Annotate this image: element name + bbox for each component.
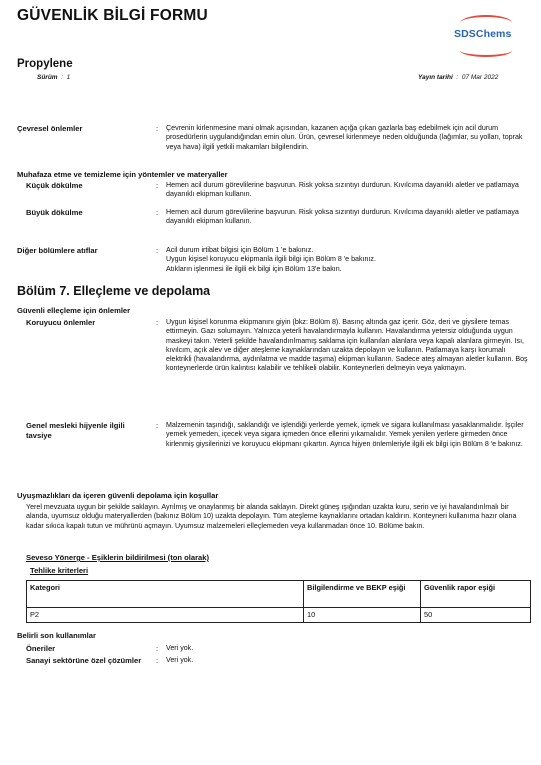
protective-measures-label: Koruyucu önlemler bbox=[26, 318, 96, 327]
hygiene-label: Genel mesleki hijyenle ilgili tavsiye bbox=[26, 421, 125, 440]
revision-info: Yayın tarihi : 07 Mar 2022 bbox=[418, 74, 499, 81]
table-cell: 50 bbox=[421, 608, 531, 623]
table-header-row bbox=[27, 581, 531, 608]
sdschems-logo bbox=[452, 18, 522, 56]
table-header-cell: Bilgilendirme ve BEKP eşiği bbox=[304, 581, 421, 608]
industry-value: Veri yok. bbox=[166, 656, 194, 664]
storage-heading: Uyuşmazlıkları da içeren güvenli depolama için koşullar bbox=[17, 491, 219, 500]
recommendations-label: Öneriler bbox=[26, 644, 56, 653]
revision-value: 07 Mar 2022 bbox=[461, 74, 499, 81]
hygiene-text: Malzemenin taşındığı, saklandığı ve işlendiği yerlerde yemek, içmek ve sigara kullanılması yasaklanmalıdır. İşçiler yemek yemeden, içecek veya sigara içmeden önce ellerini yıkamalıdır. Yemek yenilen yerlere girmeden önce kirlenmiş giysilerinizi ve koruyucu ekipmanı çıkartın. Ayrıca hijyen önlemleriyle ilgili ek bilgi için Bölüm 8 'e bakınız. bbox=[166, 421, 524, 448]
document-title: GÜVENLİK BİLGİ FORMU bbox=[17, 7, 208, 24]
table-header-cell: Kategori bbox=[27, 581, 304, 608]
recommendations-value: Veri yok. bbox=[166, 644, 194, 652]
containment-heading: Muhafaza etme ve temizleme için yöntemler ve materyaller bbox=[17, 170, 228, 179]
logo-text: SDSChems bbox=[454, 28, 512, 40]
seveso-heading: Seveso Yönerge - Eşiklerin bildirilmesi (ton olarak) bbox=[26, 553, 210, 562]
small-spill-label: Küçük dökülme bbox=[26, 181, 83, 190]
end-use-heading: Belirli son kullanımlar bbox=[17, 631, 96, 640]
storage-text: Yerel mevzuata uygun bir şekilde saklayın. Ayrılmış ve onaylanmış bir alanda saklayın. Direkt güneş ışığından uzakta kuru, serin ve iyi havalandırılmalı bir alanda, uyumsuz olduğu materyallerden (bakınız Bölüm 10) uzakta depolayın. Tüm ateşleme kaynaklarını ortadan kaldırın. Konteyneri kullanıma hazır olana kadar sıkıca kapalı tutun ve mührünü açmayın. Uyumsuz malzemeleri elleçlemeden veya kullanmadan önce 10. Bölüme bakın. bbox=[26, 503, 517, 530]
industry-label: Sanayi sektörüne özel çözümler bbox=[26, 656, 142, 665]
reference-line-3: Atıkların işlenmesi ile ilgili ek bilgi için Bölüm 13'e bakın. bbox=[166, 264, 342, 273]
section-7-title: Bölüm 7. Elleçleme ve depolama bbox=[17, 284, 211, 298]
version-info: Sürüm : 1 bbox=[37, 74, 71, 81]
protective-measures-text: Uygun kişisel korunma ekipmanını giyin (bkz: Bölüm 8). Basınç altında gaz içerir. Göz, deri ve giysilere temas ettirmeyin. Gazı solumayın. Yalnızca yeterli havalandırmayla kullanın. Havalandırma yetersiz olduğunda uygun maskeyi takın. Yeterli şekilde havalandırılmamış saklama için kullanılan alanlara veya kapalı alanlara girmeyin. Isı, kıvılcım, açık alev ve diğer ateşleme kaynaklarından uzakta depolayın ve kullanın. Patlamaya karşı korumalı elektrikli (havalandırma, aydınlatma ve madde taşıma) ekipman kullanın. Sadece ateş almayan aletler kullanın. Boş konteynerlerde ürün kalıntısı kalabilir ve tehlikeli olabilir. Konteynerleri delmeyin veya yakmayın. bbox=[166, 318, 528, 373]
version-label: Sürüm bbox=[37, 74, 58, 81]
large-spill-text: Hemen acil durum görevlilerine başvurun. Risk yoksa sızıntıyı durdurun. Kıvılcıma dayanıklı aletler ve patlamaya dayanıklı ekipman kullanın. bbox=[166, 208, 519, 226]
logo-bottom-arc bbox=[460, 44, 512, 57]
small-spill-text: Hemen acil durum görevlilerine başvurun. Risk yoksa sızıntıyı durdurun. Kıvılcıma dayanıklı aletler ve patlamaya dayanıklı ekipman kullanın. bbox=[166, 181, 519, 199]
revision-label: Yayın tarihi bbox=[418, 74, 453, 81]
table-cell: 10 bbox=[304, 608, 421, 623]
table-cell: P2 bbox=[27, 608, 304, 623]
seveso-table bbox=[26, 580, 531, 623]
reference-line-2: Uygun kişisel koruyucu ekipmanla ilgili bilgi için Bölüm 8 'e bakınız. bbox=[166, 255, 376, 264]
large-spill-label: Büyük dökülme bbox=[26, 208, 83, 217]
table-header-cell: Güvenlik rapor eşiği bbox=[421, 581, 531, 608]
references-label: Diğer bölümlere atıflar bbox=[17, 246, 98, 255]
version-value: 1 bbox=[66, 74, 71, 81]
hazard-criteria-heading: Tehlike kriterleri bbox=[30, 566, 89, 575]
references-text bbox=[166, 246, 526, 274]
environmental-label: Çevresel önlemler bbox=[17, 124, 83, 133]
product-name: Propylene bbox=[17, 58, 73, 70]
table-row bbox=[27, 608, 531, 623]
safe-handling-heading: Güvenli elleçleme için önlemler bbox=[17, 306, 131, 315]
environmental-text: Çevrenin kirlenmesine mani olmak açısından, kazanen açığa çıkan gazlarla baş edebilmek için acil durum prosedürlerin uygulandığından emin olun. Ürün, çevresel kirlenmeye neden olduğunda (lağımlar, su yolları, toprak veya hava) ilgili yetkili makamları bilgilendirin. bbox=[166, 124, 523, 151]
reference-line-1: Acil durum irtibat bilgisi için Bölüm 1 'e bakınız. bbox=[166, 246, 314, 254]
